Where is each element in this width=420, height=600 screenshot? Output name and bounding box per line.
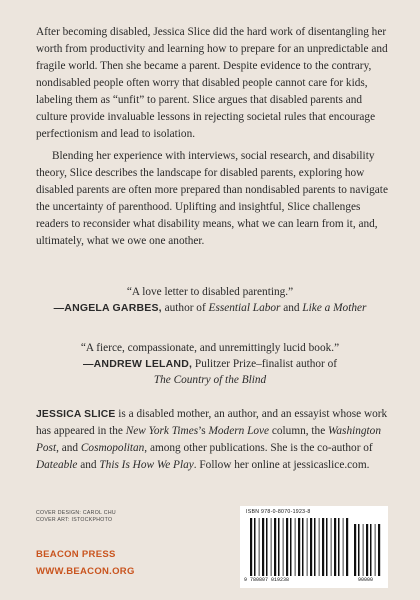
barcode-bar [290, 518, 292, 576]
barcode-bar [302, 518, 304, 576]
barcode-bar [262, 518, 264, 576]
barcode-bar [266, 518, 268, 576]
description-paragraph-1: After becoming disabled, Jessica Slice did the hard work of disentangling her worth from productivity and learning how to prepare for an unpredictable and fragile world. Then she became a parent. Despite evidence to the contrary, nondisabled people often worry that disabled people cannot care for kids, labeling them as “unfit” to parent. Slice argues that disabled parents and culture provide invaluable lessons in rejecting societal rules that encourage perfectionism and lead to isolation. [36, 26, 388, 140]
author-bio: JESSICA SLICE is a disabled mother, an author, and an essayist whose work has appeared in the New York Times’s Modern Love column, the Washington Post, and Cosmopolitan, among other publications. She is the co-author of Dateable and This Is How We Play. Follow her online at jessicaslice.com. [36, 408, 388, 471]
blurb-attribution: —ANGELA GARBES, author of Essential Labor and Like a Mother [53, 302, 367, 314]
barcode-bar [310, 518, 312, 576]
publisher-url: WWW.BEACON.ORG [36, 566, 135, 577]
barcode-bar [378, 524, 380, 576]
blurb-attribution: —ANDREW LELAND, Pulitzer Prize–finalist author of [82, 358, 338, 370]
blurb-angela-garbes [0, 284, 420, 316]
barcode-bar [354, 524, 356, 576]
barcode-bar [314, 518, 316, 576]
barcode-bar [319, 518, 320, 576]
barcode-bar [259, 518, 260, 576]
barcode-bar [334, 518, 336, 576]
description-paragraph-2: Blending her experience with interviews, social research, and disability theory, Slice describes the landscape for disabled parents, exploring how disabled parents are often more prepared than nondisabled parents to navigate the uncertainty of parenthood. Uplifting and insightful, Slice challenges readers to reconsider what disability means, what we can learn from it, and, ultimately, what we owe one another. [36, 150, 388, 247]
addon-digits: 90000 [358, 577, 374, 583]
blurb-andrew-leland [0, 340, 420, 388]
isbn-text: ISBN 978-0-8070-1923-8 [246, 509, 311, 515]
barcode-bar [326, 518, 328, 576]
publisher-name: BEACON PRESS [36, 549, 116, 560]
barcode-bar [338, 518, 340, 576]
barcode-bar [254, 518, 256, 576]
barcode-bar [283, 518, 284, 576]
barcode-bar [295, 518, 296, 576]
author-name: JESSICA SLICE [36, 409, 116, 420]
barcode-bar [307, 518, 308, 576]
barcode-bar [346, 518, 348, 576]
cover-credits [36, 510, 116, 524]
blurb-work-title: The Country of the Blind [153, 374, 267, 386]
cover-art-credit: COVER ART: ISTOCKPHOTO [36, 517, 113, 523]
blurb-author-name: —ANGELA GARBES, [53, 302, 162, 314]
barcode-bar [358, 524, 360, 576]
barcode-panel [240, 506, 388, 588]
book-description [36, 24, 390, 250]
barcode-bar [343, 518, 344, 576]
barcode-bar [278, 518, 280, 576]
barcode-bar [298, 518, 300, 576]
barcode-bar [366, 524, 368, 576]
barcode-graphic [240, 506, 388, 588]
barcode-bar [286, 518, 288, 576]
blurb-quote: “A love letter to disabled parenting.” [126, 286, 294, 298]
barcode-bar [271, 518, 272, 576]
barcode-bar [331, 518, 332, 576]
barcode-bar [250, 518, 252, 576]
barcode-bar [363, 524, 364, 576]
barcode-bar [274, 518, 276, 576]
barcode-bar [322, 518, 324, 576]
barcode-bar [370, 524, 372, 576]
cover-design-credit: COVER DESIGN: CAROL CHU [36, 510, 116, 516]
barcode-bar [375, 524, 376, 576]
blurb-author-name: —ANDREW LELAND, [82, 358, 193, 370]
publisher-imprint [36, 546, 135, 580]
barcode-digits: 9 780807 019238 [244, 577, 290, 583]
blurb-quote: “A fierce, compassionate, and unremittingly lucid book.” [80, 342, 340, 354]
